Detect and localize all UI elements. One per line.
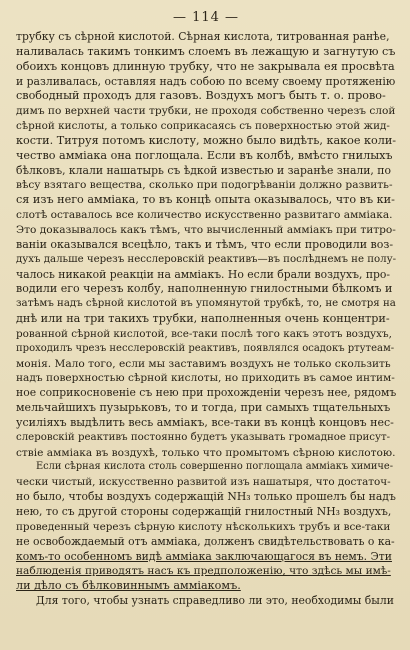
text-line: бѣлковъ, клали нашатырь съ ѣдкой известью и заранѣе знали, по [16,163,391,177]
text-line: слотѣ оставалось все количество искусственно развитаго амміака. [16,209,393,222]
text-line: но было, чтобы воздухъ содержащій NH₃ только прошелъ бы надъ [16,490,396,504]
text-line: чалось никакой реакціи на амміакъ. Но если брали воздухъ, про- [16,267,391,281]
text-line: комъ-то особенномъ видѣ амміака заключающагося въ немъ. Эти [16,549,392,563]
text-line: димъ по верхней части трубки, не проходя собственно черезъ слой [16,105,396,118]
text-line: наливалась такимъ тонкимъ слоемъ въ лежащую и загнутую съ [16,44,396,58]
page-number: — 114 — [172,10,240,25]
text-line: и разливалась, оставляя надъ собою по всему своему протяженію [16,74,396,88]
text-line: проходилъ чрезъ несслеровскій реактивъ, появлялся осадокъ ртутеам- [16,342,395,354]
text-line: водили его черезъ колбу, наполненную гнилостными бѣлкомъ и [16,282,393,296]
text-line: Для того, чтобы узнать справедливо ли это, необходимы были [36,594,394,608]
page-body [16,30,396,609]
text-line: слеровскій реактивъ постоянно будетъ указывать громадное присут- [16,431,391,443]
text-line: чески чистый, искусственно развитой изъ нашатыря, что достаточ- [16,476,391,489]
text-line: надъ поверхностью сѣрной кислоты, но приходить въ самое интим- [16,372,395,385]
text-line: обоихъ концовъ длинную трубку, что не закрывала ея просвѣта [16,59,395,73]
text-line: ное соприкосновеніе съ нею при прохожденіи черезъ нее, рядомъ [16,386,397,400]
text-line: монія. Мало того, если мы заставимъ воздухъ не только скользить [16,357,391,370]
text-line: нею, то съ другой стороны содержащій гнилостный NH₃ воздухъ, [16,505,392,518]
text-line: затѣмъ надъ сѣрной кислотой въ упомянутой трубкѣ, то, не смотря на [16,298,396,310]
text-line: проведенный черезъ сѣрную кислоту нѣсколькихъ трубъ и все-таки [16,520,391,533]
page-header [16,10,396,26]
text-line: мельчайшихъ пузырьковъ, то и тогда, при самыхъ тщательныхъ [16,401,391,415]
text-line: духъ дальше черезъ несслеровскій реактивъ—въ послѣднемъ не полу- [16,253,397,265]
text-line: ся изъ него амміака, то въ концѣ опыта оказывалось, что въ ки- [16,193,395,207]
text-line: свободный проходъ для газовъ. Воздухъ могъ быть т. о. прово- [16,89,386,103]
text-line: ли дѣло съ бѣлковиннымъ амміакомъ. [16,579,241,593]
text-line: кости. Титруя потомъ кислоту, можно было видѣть, какое коли- [16,133,397,147]
text-line: наблюденія приводятъ насъ къ предположенію, что здѣсь мы имѣ- [16,565,391,578]
text-line: Это доказывалось какъ тѣмъ, что вычисленный амміакъ при титро- [16,223,396,236]
text-line: чество амміака она поглощала. Если въ колбѣ, вмѣсто гнилыхъ [16,148,393,162]
text-line: трубку съ сѣрной кислотой. Сѣрная кислота, титрованная ранѣе, [16,30,390,43]
text-line: не освобождаемый отъ амміака, долженъ свидѣтельствовать о ка- [16,534,395,548]
text-line: усиліяхъ выдѣлить весь амміакъ, все-таки въ концѣ концовъ нес- [16,415,394,429]
text-line: ствіе амміака въ воздухѣ, только что промытомъ сѣрною кислотою. [16,446,396,459]
text-line: вѣсу взятаго вещества, сколько при подогрѣваніи должно развить- [16,179,393,192]
text-line: днѣ или на три такихъ трубки, наполненныя очень концентри- [16,312,390,326]
text-line: рованной сѣрной кислотой, все-таки послѣ того какъ этотъ воздухъ, [16,327,392,340]
text-line: сѣрной кислоты, а только соприкасаясь съ поверхностью этой жид- [16,120,390,133]
text-line: ваніи оказывался всецѣло, такъ и тѣмъ, что если проводили воз- [16,237,394,251]
text-line: Если сѣрная кислота столь совершенно поглощала амміакъ химиче- [36,461,394,473]
